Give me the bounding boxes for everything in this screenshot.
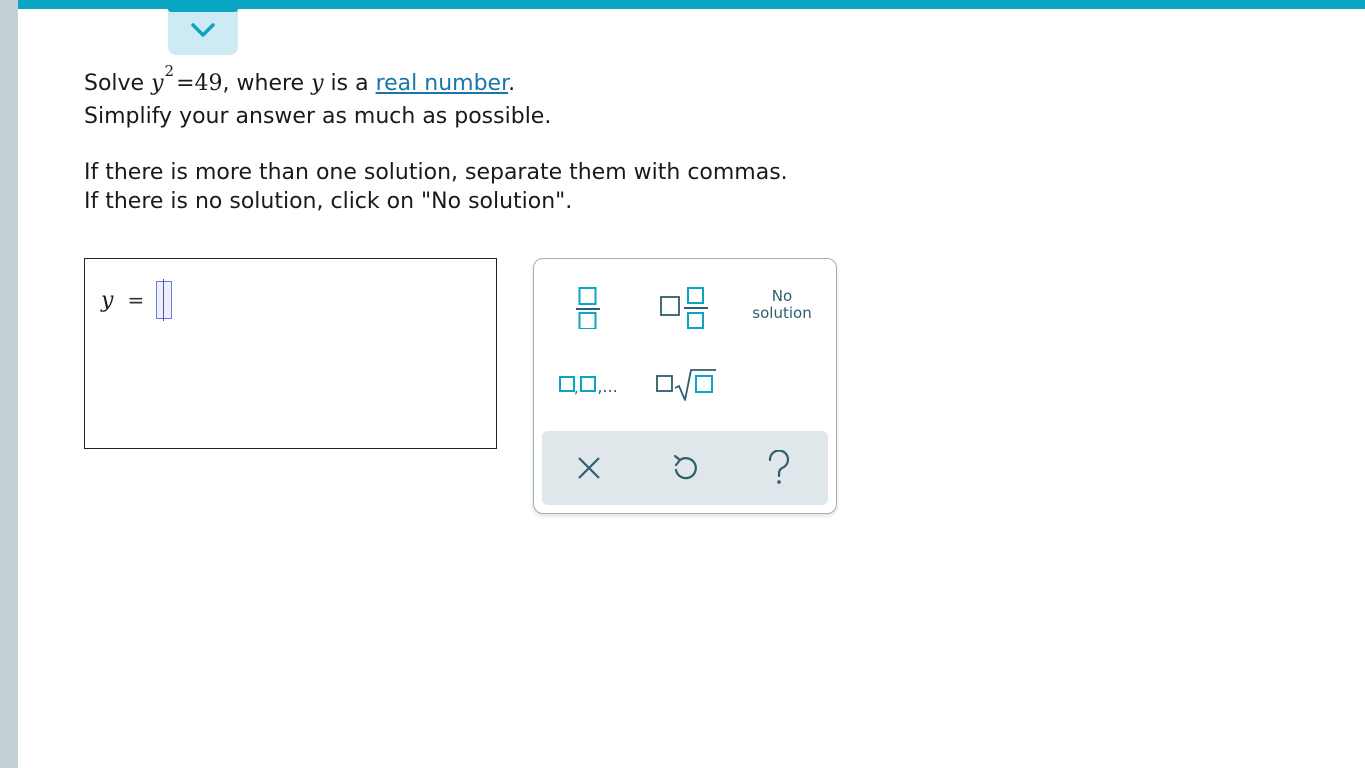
equation-variable: y (151, 71, 164, 96)
chevron-down-icon (189, 21, 217, 43)
list-suffix: ,... (597, 377, 618, 396)
undo-button[interactable] (640, 431, 730, 505)
answer-equals: = (127, 288, 145, 312)
list-icon (558, 373, 617, 395)
keypad-action-row (542, 431, 828, 505)
problem-line-1 (84, 62, 788, 101)
simplify-instruction: Simplify your answer as much as possible. (84, 104, 552, 129)
collapse-toggle-button[interactable] (168, 9, 238, 55)
answer-input-slot[interactable] (156, 281, 172, 319)
answer-variable: y (101, 287, 114, 313)
fraction-icon (573, 281, 603, 329)
no-solution-label-line1: No (771, 287, 793, 305)
no-solution-button[interactable] (740, 275, 824, 335)
no-solution-instruction: If there is no solution, click on "No solution". (84, 189, 573, 214)
answer-expression (101, 281, 172, 319)
period-text: . (508, 71, 516, 96)
problem-statement (84, 62, 788, 218)
solve-text: Solve (84, 71, 145, 96)
fraction-button[interactable] (558, 275, 618, 335)
help-button[interactable] (734, 431, 824, 505)
question-mark-icon (766, 450, 792, 486)
left-rail (0, 0, 18, 768)
top-bar (18, 0, 1365, 9)
mixed-number-button[interactable] (652, 275, 716, 335)
mixed-number-icon (657, 281, 711, 329)
undo-icon (671, 453, 699, 483)
answer-input-area[interactable] (84, 258, 497, 449)
math-keypad (533, 258, 837, 514)
equation-rhs: =49 (176, 71, 223, 96)
no-solution-label-line2: solution (752, 304, 812, 322)
svg-text:,: , (574, 381, 579, 395)
variable-ref: y (311, 71, 324, 96)
nth-root-button[interactable] (650, 357, 722, 411)
multiple-solutions-instruction: If there is more than one solution, separate them with commas. (84, 160, 788, 185)
real-number-link[interactable]: real number (375, 71, 509, 96)
where-text: , where (222, 71, 305, 96)
list-button[interactable] (550, 357, 626, 411)
clear-button[interactable] (544, 431, 634, 505)
is-a-text: is a (330, 71, 369, 96)
equation-exponent: 2 (164, 62, 175, 80)
close-icon (576, 455, 602, 481)
nth-root-icon (655, 366, 717, 402)
